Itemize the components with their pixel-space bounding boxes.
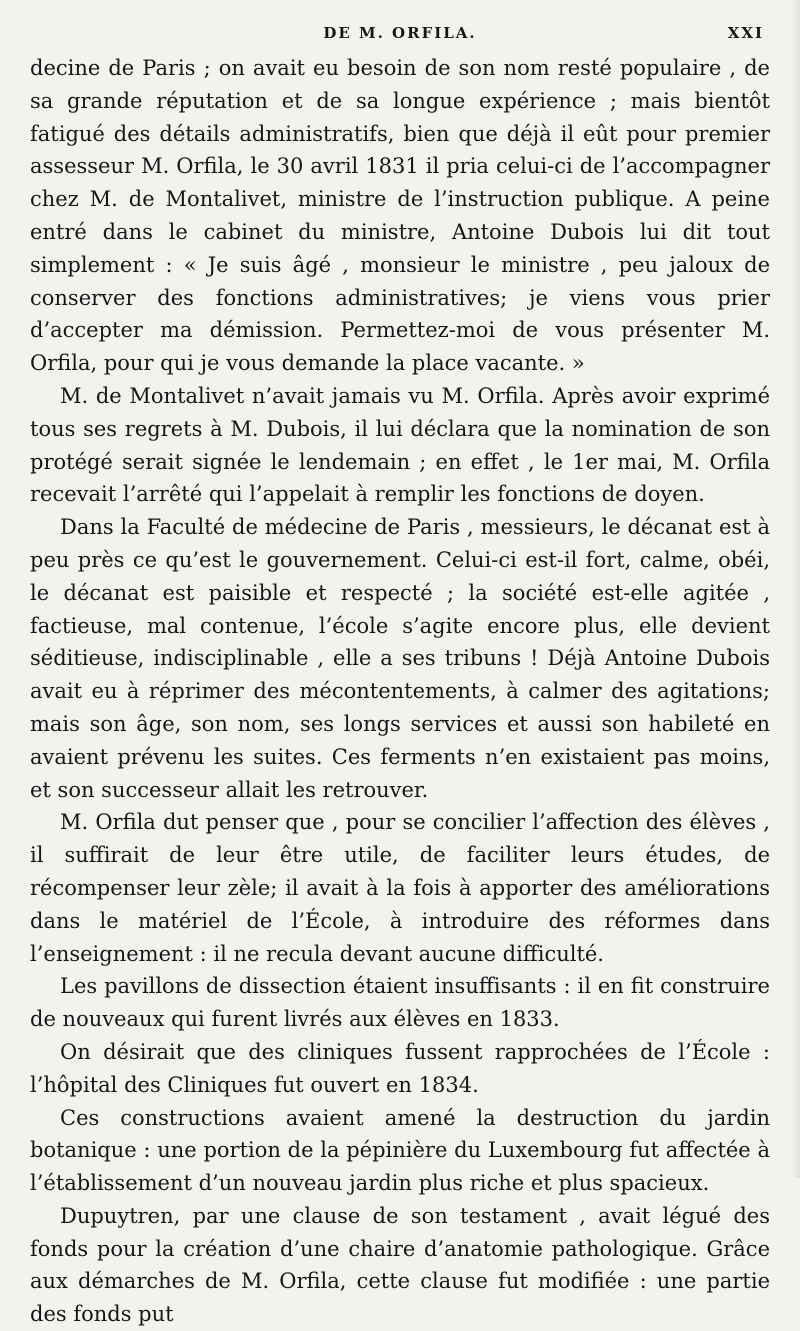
paragraph-continuation: decine de Paris ; on avait eu besoin de son nom resté populaire , de sa grande réputation et de sa longue expérience ; mais bientôt fatigué des détails administratifs, bien que déjà il eût pour premier assesseur M. Orfila, le 30 avril 1831 il pria celui-ci de l’accompagner chez M. de Montalivet, ministre de l’instruction publique. A peine entré dans le cabinet du ministre, Antoine Dubois lui dit tout simplement : « Je suis âgé , monsieur le ministre , peu jaloux de conserver des fonctions administratives; je viens vous prier d’accepter ma démission. Permettez-moi de vous présenter M. Orfila, pour qui je vous demande la place vacante. » — [30, 56, 770, 376]
running-header — [30, 18, 770, 52]
paragraph-faculte: Dans la Faculté de médecine de Paris , messieurs, le décanat est à peu près ce qu’est le gouvernement. Celui-ci est-il fort, calme, obéi, le décanat est paisible et respecté ; la société est-elle agitée , factieuse, mal contenue, l’école s’agite encore plus, elle devient séditieuse, indisciplinable , elle a ses tribuns ! Déjà Antoine Dubois avait eu à réprimer des mécontentements, à calmer des agitations; mais son âge, son nom, ses longs services et aussi son habileté en avaient prévenu les suites. Ces ferments n’en existaient pas moins, et son successeur allait les retrouver. — [30, 515, 770, 802]
page-number: XXI — [727, 24, 764, 42]
page-edge-shadow — [792, 0, 800, 1178]
paragraph-pavillons: Les pavillons de dissection étaient insuffisants : il en fit construire de nouveaux qui furent livrés aux élèves en 1833. — [30, 974, 770, 1032]
paragraph-cliniques: On désirait que des cliniques fussent rapprochées de l’École : l’hôpital des Cliniques fut ouvert en 1834. — [30, 1039, 770, 1097]
paragraph-jardin: Ces constructions avaient amené la destruction du jardin botanique : une portion de la pépinière du Luxembourg fut affectée à l’établissement d’un nouveau jardin plus riche et plus spacieux. — [30, 1105, 770, 1196]
paragraph-dupuytren: Dupuytren, par une clause de son testament , avait légué des fonds pour la création d’une chaire d’anatomie pathologique. Grâce aux démarches de M. Orfila, cette clause fut modifiée : une partie des fonds put — [30, 1203, 770, 1327]
body-text — [30, 52, 770, 1331]
paragraph-montalivet: M. de Montalivet n’avait jamais vu M. Orfila. Après avoir exprimé tous ses regrets à M. Dubois, il lui déclara que la nomination de son protégé serait signée le lendemain ; en effet , le 1er mai, M. Orfila recevait l’arrêté qui l’appelait à remplir les fonctions de doyen. — [30, 383, 770, 507]
running-title: DE M. ORFILA. — [323, 24, 477, 42]
paragraph-orfila-reforms: M. Orfila dut penser que , pour se concilier l’affection des élèves , il suffirait de leur être utile, de faciliter leurs études, de récompenser leur zèle; il avait à la fois à apporter des améliorations dans le matériel de l’École, à introduire des réformes dans l’enseignement : il ne recula devant aucune difficulté. — [30, 810, 770, 966]
